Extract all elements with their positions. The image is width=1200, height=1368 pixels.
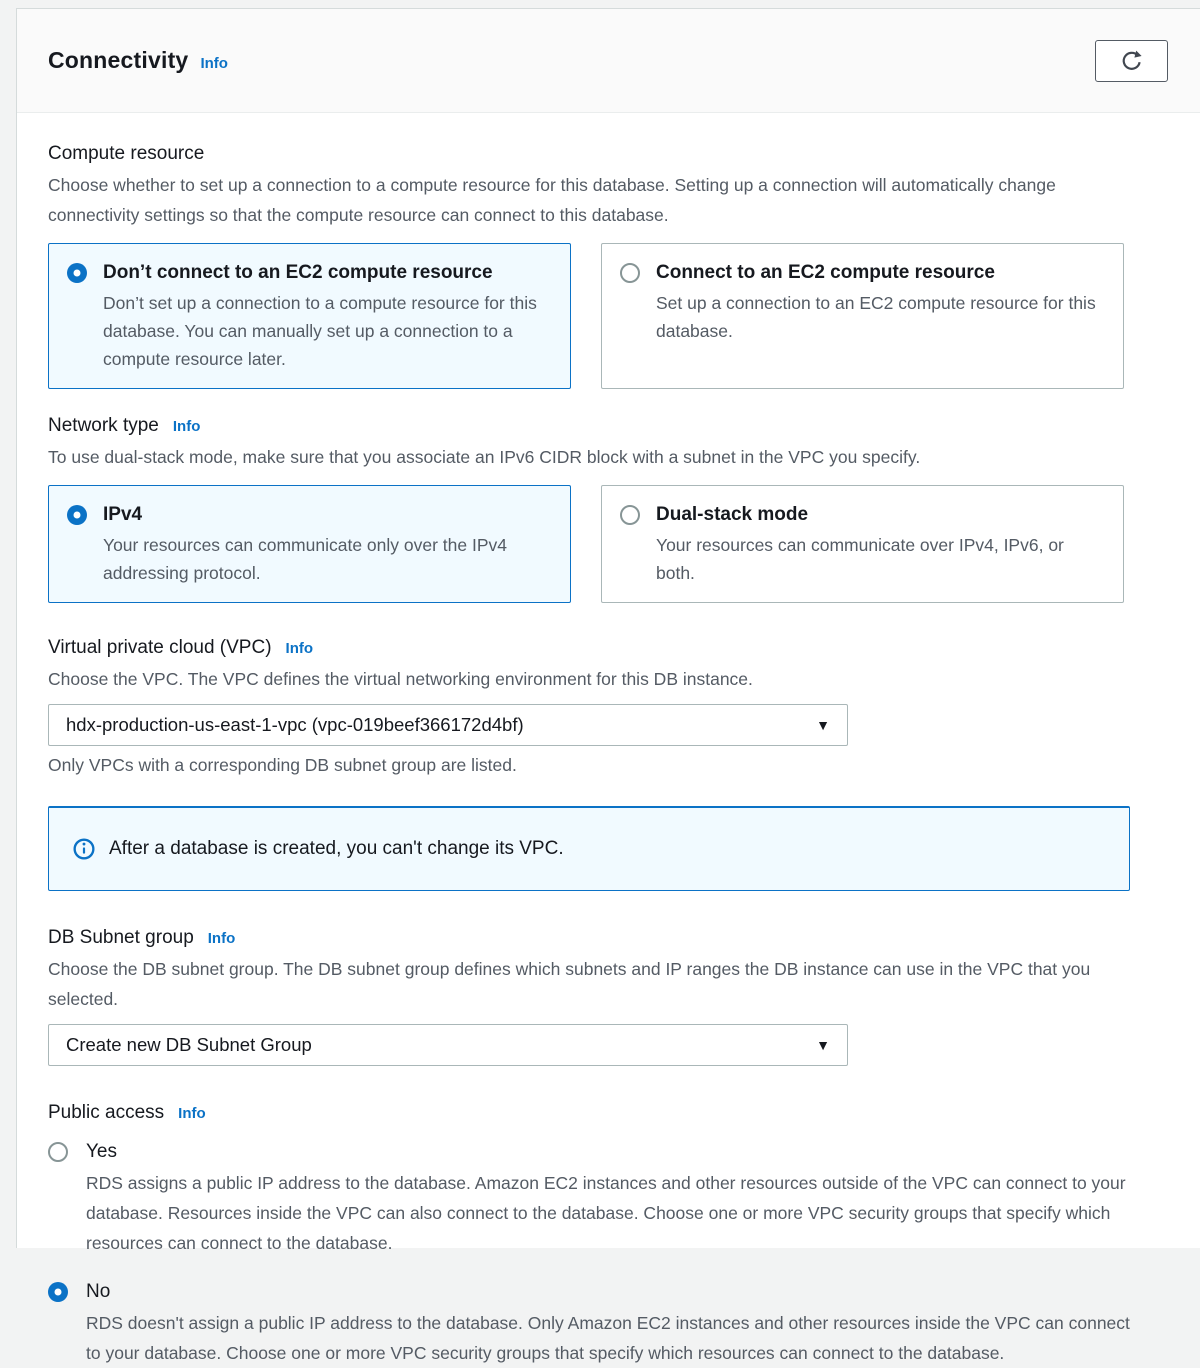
public-access-option-yes[interactable] <box>48 1138 1168 1258</box>
radio-dont-connect-ec2[interactable] <box>67 263 87 283</box>
option-title: Dual-stack mode <box>656 501 1105 528</box>
option-card-ipv4[interactable] <box>48 485 571 603</box>
vpc-title: Virtual private cloud (VPC) <box>48 637 272 659</box>
radio-label: Yes <box>86 1138 1131 1165</box>
radio-dual-stack[interactable] <box>620 505 640 525</box>
option-card-dual-stack[interactable] <box>601 485 1124 603</box>
panel-title: Connectivity <box>48 47 188 74</box>
db-subnet-group-section <box>48 927 1168 1066</box>
option-card-connect-ec2[interactable] <box>601 243 1124 389</box>
option-title: Don’t connect to an EC2 compute resource <box>103 259 552 286</box>
option-card-dont-connect-ec2[interactable] <box>48 243 571 389</box>
connectivity-panel <box>16 8 1200 1248</box>
option-title: IPv4 <box>103 501 552 528</box>
refresh-icon <box>1120 49 1144 73</box>
compute-resource-title: Compute resource <box>48 143 204 165</box>
option-description: Don’t set up a connection to a compute resource for this database. You can manually set up a connection to a compute resource later. <box>103 289 552 373</box>
radio-connect-ec2[interactable] <box>620 263 640 283</box>
public-access-section <box>48 1102 1168 1368</box>
radio-description: RDS doesn't assign a public IP address to the database. Only Amazon EC2 instances and other resources inside the VPC can connect to your database. Choose one or more VPC security groups that specify which resources can connect to the database. <box>86 1308 1131 1368</box>
db-subnet-group-select[interactable] <box>48 1024 848 1066</box>
network-type-section <box>48 415 1168 603</box>
public-access-option-no[interactable] <box>48 1278 1168 1368</box>
connectivity-info-link[interactable]: Info <box>200 55 228 72</box>
network-type-info-link[interactable]: Info <box>173 418 201 435</box>
radio-public-access-no[interactable] <box>48 1282 68 1302</box>
panel-header <box>17 9 1200 113</box>
option-description: Set up a connection to an EC2 compute resource for this database. <box>656 289 1105 345</box>
compute-resource-description: Choose whether to set up a connection to a compute resource for this database. Setting up a connection will automatically change connectivity settings so that the compute resource can connect to this database. <box>48 170 1133 230</box>
option-description: Your resources can communicate only over the IPv4 addressing protocol. <box>103 531 552 587</box>
info-circle-icon <box>73 838 95 860</box>
compute-resource-section <box>48 143 1168 389</box>
radio-ipv4[interactable] <box>67 505 87 525</box>
vpc-select[interactable] <box>48 704 848 746</box>
vpc-hint: Only VPCs with a corresponding DB subnet group are listed. <box>48 755 1168 776</box>
alert-text: After a database is created, you can't change its VPC. <box>109 838 564 860</box>
vpc-selected-value: hdx-production-us-east-1-vpc (vpc-019beef366172d4bf) <box>66 714 524 736</box>
radio-label: No <box>86 1278 1131 1305</box>
caret-down-icon: ▼ <box>816 1037 830 1053</box>
option-title: Connect to an EC2 compute resource <box>656 259 1105 286</box>
option-description: Your resources can communicate over IPv4, IPv6, or both. <box>656 531 1105 587</box>
vpc-description: Choose the VPC. The VPC defines the virtual networking environment for this DB instance. <box>48 664 1133 694</box>
db-subnet-group-info-link[interactable]: Info <box>208 930 236 947</box>
db-subnet-group-title: DB Subnet group <box>48 927 194 949</box>
network-type-description: To use dual-stack mode, make sure that you associate an IPv6 CIDR block with a subnet in the VPC you specify. <box>48 442 1133 472</box>
caret-down-icon: ▼ <box>816 717 830 733</box>
network-type-title: Network type <box>48 415 159 437</box>
public-access-info-link[interactable]: Info <box>178 1105 206 1122</box>
radio-public-access-yes[interactable] <box>48 1142 68 1162</box>
refresh-button[interactable] <box>1095 40 1168 82</box>
db-subnet-group-description: Choose the DB subnet group. The DB subnet group defines which subnets and IP ranges the DB instance can use in the VPC that you selected. <box>48 954 1133 1014</box>
vpc-info-link[interactable]: Info <box>286 640 314 657</box>
radio-description: RDS assigns a public IP address to the database. Amazon EC2 instances and other resources outside of the VPC can connect to your database. Resources inside the VPC can also connect to the database. Choose one or more VPC security groups that specify which resources can connect to the database. <box>86 1168 1131 1258</box>
vpc-alert <box>48 806 1130 891</box>
vpc-section <box>48 637 1168 776</box>
public-access-title: Public access <box>48 1102 164 1124</box>
db-subnet-group-selected-value: Create new DB Subnet Group <box>66 1034 312 1056</box>
